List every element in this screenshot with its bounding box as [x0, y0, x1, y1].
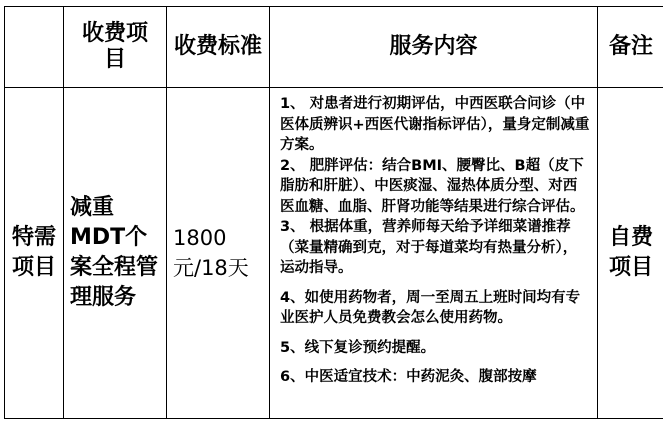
header-charge-item-text: 收费项目 [81, 21, 148, 72]
item-name-text: 减重MDT个案全程管理服务 [70, 195, 159, 310]
header-charge-standard-text: 收费标准 [173, 34, 262, 59]
header-blank-cell [5, 7, 64, 88]
header-charge-item [64, 7, 167, 88]
category-text: 特需项目 [11, 225, 56, 280]
remark-text: 自费项目 [608, 225, 653, 280]
service-item-6: 6、中医适宜技术：中药泥灸、腹部按摩 [280, 369, 537, 385]
remark-cell [598, 88, 663, 419]
fee-table [4, 6, 663, 419]
header-charge-standard [167, 7, 270, 88]
category-cell [5, 88, 64, 419]
fee-cell [167, 88, 270, 419]
service-item-5: 5、线下复诊预约提醒。 [280, 339, 436, 356]
service-item-2: 2、 肥胖评估：结合BMI、腰臀比、B超（皮下脂肪和肝脏）、中医痰湿、湿热体质分型、对西医血糖、血脂、肝肾功能等结果进行综合评估。 [280, 157, 585, 215]
header-remark [598, 7, 663, 88]
service-item-4: 4、如使用药物者，周一至周五上班时间均有专业医护人员免费教会怎么使用药物。 [280, 289, 581, 326]
header-service-content-text: 服务内容 [389, 34, 478, 59]
service-item-1: 1、 对患者进行初期评估，中西医联合问诊（中医体质辨识+西医代谢指标评估），量身定制减重方案。 [280, 96, 590, 153]
header-remark-text: 备注 [608, 34, 653, 59]
header-row [5, 7, 663, 88]
header-service-content [270, 7, 598, 88]
table-row [5, 88, 663, 419]
service-content-cell [270, 88, 598, 419]
item-name-cell [64, 88, 167, 419]
fee-text: 1800元/18天 [173, 226, 249, 280]
service-item-3: 3、 根据体重，营养师每天给予详细菜谱推荐（菜量精确到克，对于每道菜均有热量分析），运动指导。 [280, 219, 578, 276]
